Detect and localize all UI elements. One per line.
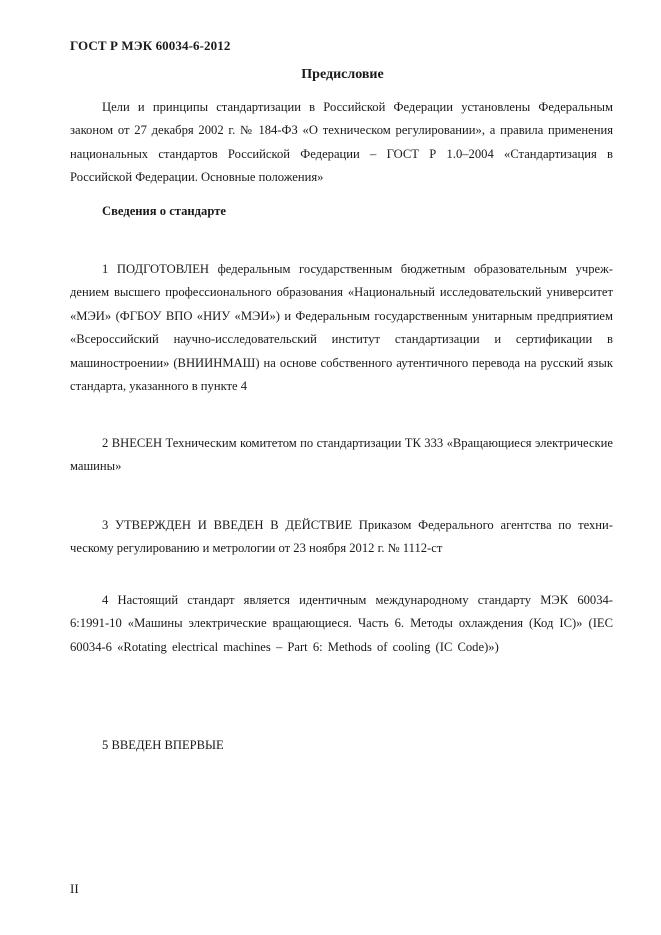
- standard-info-heading: Сведения о стандарте: [102, 204, 226, 218]
- info-item-4: 4 Настоящий стандарт является идентичным международному стандарту МЭК 60034-6:1991-10 «Машины электрические вращающиеся. Часть 6. Методы охлаждения (Код IC)» (IEC 60034-6 «Rotating electrical machines – Part 6: Methods of cooling (IC Code)»): [70, 593, 613, 654]
- info-item-3: 3 УТВЕРЖДЕН И ВВЕДЕН В ДЕЙСТВИЕ Приказом Федерального агентства по техническому регулированию и метрологии от 23 ноября 2012 г. № 1112-ст: [70, 518, 613, 556]
- standard-code-header: ГОСТ Р МЭК 60034-6-2012: [70, 38, 231, 53]
- info-item-5: 5 ВВЕДЕН ВПЕРВЫЕ: [102, 738, 224, 752]
- info-item-1: 1 ПОДГОТОВЛЕН федеральным государственным бюджетным образовательным учреждением высшего профессионального образования «Национальный исследовательский университет «МЭИ» (ФГБОУ ВПО «НИУ «МЭИ») и Федеральным государственным унитарным предприятием «Всероссийский научно-исследовательский институт стандартизации и сертификации в машиностроении» (ВНИИНМАШ) на основе собственного аутентичного перевода на русский язык стандарта, указанного в пункте 4: [70, 262, 613, 394]
- page-number: II: [70, 881, 79, 896]
- foreword-intro-paragraph: Цели и принципы стандартизации в Российской Федерации установлены Федеральным законом от 27 декабря 2002 г. № 184-ФЗ «О техническом регулировании», а правила применения национальных стандартов Российской Федерации – ГОСТ Р 1.0–2004 «Стандартизация в Российской Федерации. Основные положения»: [70, 100, 613, 185]
- info-item-2: 2 ВНЕСЕН Техническим комитетом по стандартизации ТК 333 «Вращающиеся электрические машины»: [70, 436, 613, 474]
- foreword-title: Предисловие: [301, 67, 384, 82]
